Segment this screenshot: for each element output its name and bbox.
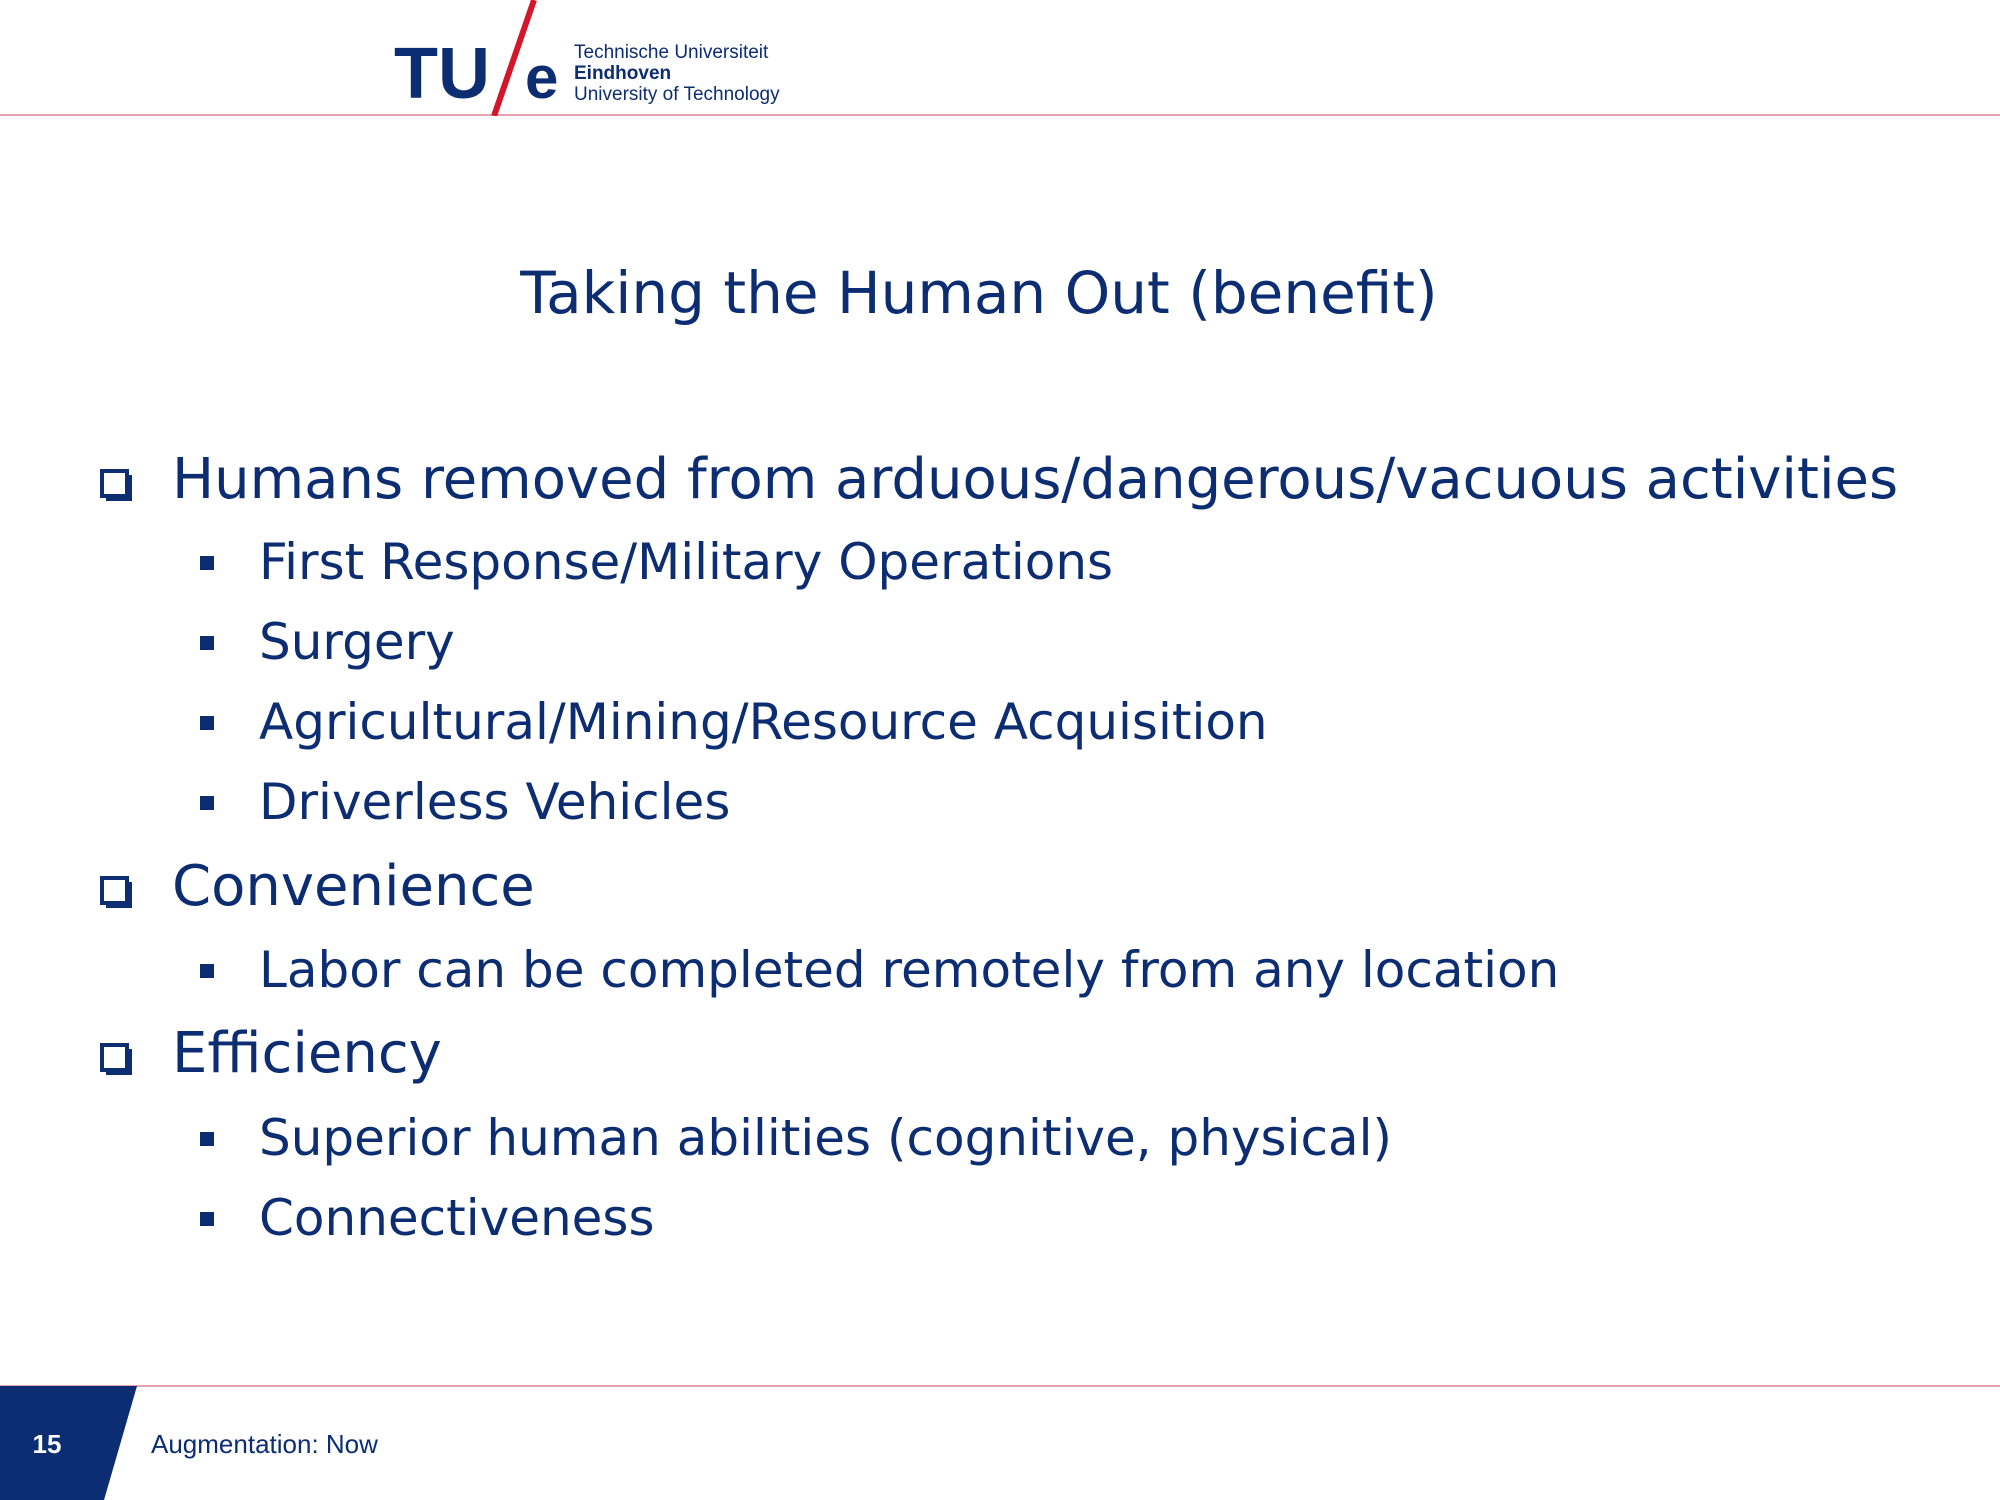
checkbox-icon xyxy=(100,1043,132,1075)
checkbox-icon xyxy=(100,469,132,501)
square-bullet-icon xyxy=(200,1212,214,1226)
sub-bullet-label: Connectiveness xyxy=(259,1189,655,1247)
sub-bullet-label: Labor can be completed remotely from any location xyxy=(259,941,1560,999)
section-label: Efficiency xyxy=(172,1021,442,1086)
logo-line-3: University of Technology xyxy=(574,84,780,105)
square-bullet-icon xyxy=(200,964,214,978)
square-bullet-icon xyxy=(200,556,214,570)
checkbox-icon xyxy=(100,876,132,908)
square-bullet-icon xyxy=(200,1132,214,1146)
footer-divider xyxy=(0,1385,2000,1387)
logo-letter-e: e xyxy=(525,44,559,111)
sub-bullet-label: Surgery xyxy=(259,613,455,671)
section-label: Convenience xyxy=(172,854,535,919)
sub-bullet-label: First Response/Military Operations xyxy=(259,533,1114,591)
sub-bullet-label: Superior human abilities (cognitive, physical) xyxy=(259,1109,1393,1167)
logo-line-2: Eindhoven xyxy=(574,63,672,84)
slide-title: Taking the Human Out (benefit) xyxy=(520,259,1438,327)
logo-letters-tu: TU xyxy=(394,34,490,114)
section-label: Humans removed from arduous/dangerous/vacuous activities xyxy=(172,447,1899,512)
square-bullet-icon xyxy=(200,796,214,810)
footer-section-title: Augmentation: Now xyxy=(151,1429,378,1459)
sub-bullet-label: Driverless Vehicles xyxy=(259,773,731,831)
sub-bullet-label: Agricultural/Mining/Resource Acquisition xyxy=(259,693,1268,751)
square-bullet-icon xyxy=(200,636,214,650)
page-number: 15 xyxy=(32,1429,62,1459)
logo-line-1: Technische Universiteit xyxy=(574,42,769,63)
square-bullet-icon xyxy=(200,716,214,730)
